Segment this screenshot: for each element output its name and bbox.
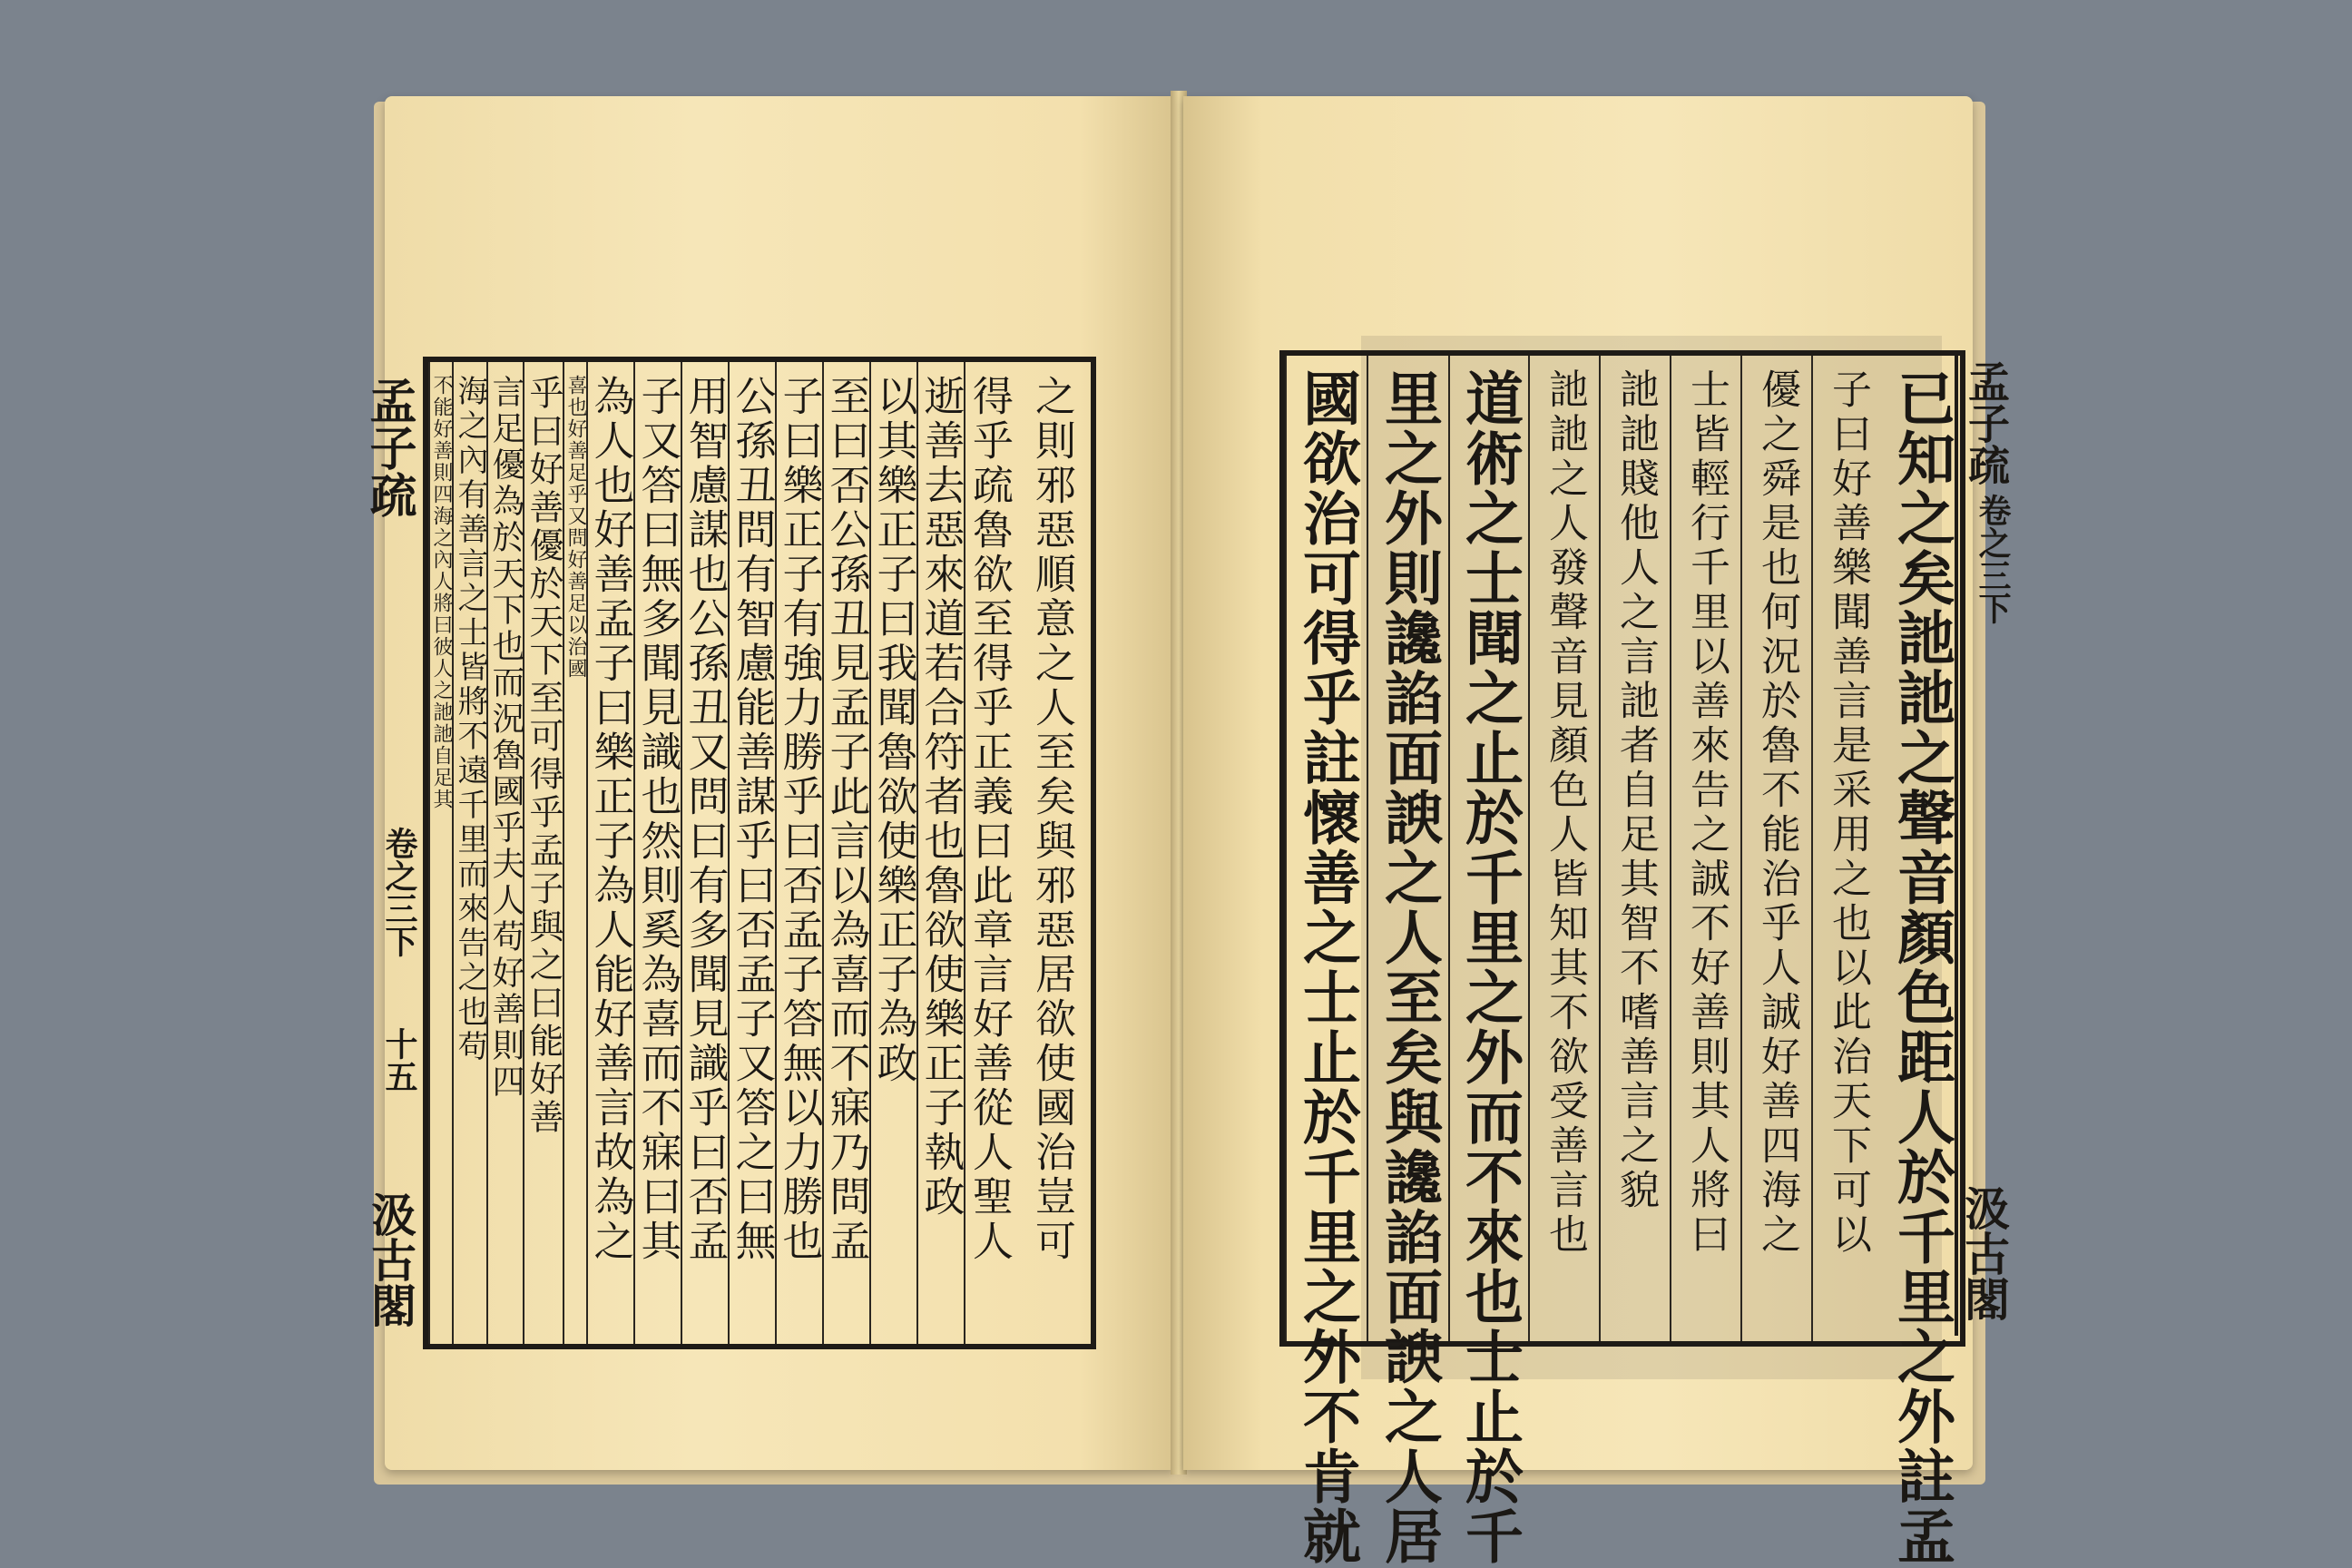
- text-column: 之則邪惡順意之人至矣與邪惡居欲使國治豈可: [1028, 375, 1076, 1264]
- left-text-frame: [423, 357, 1096, 1349]
- left-margin-publisher: 汲古閣: [364, 1191, 417, 1328]
- text-column: 海之內有善言之士皆將不遠千里而來告之也苟: [452, 362, 486, 1344]
- text-column: 至曰否公孫丑見孟子此言以為喜而不寐乃問孟: [822, 362, 869, 1344]
- text-column: 以其樂正子曰我聞魯欲使樂正子為政: [869, 362, 916, 1344]
- text-column: 言足優為於天下也而況魯國乎夫人苟好善則四: [486, 362, 523, 1344]
- text-column: 優之舜是也何況於魯不能治乎人誠好善四海之: [1740, 356, 1811, 1341]
- text-column: 得乎疏魯欲至得乎正義曰此章言好善從人聖人: [964, 362, 1014, 1344]
- left-page-margin-strip: [363, 357, 426, 1338]
- text-column: 子又答曰無多聞見識也然則奚為喜而不寐曰其: [633, 362, 681, 1344]
- right-margin-title: 孟子疏: [1962, 360, 2011, 485]
- text-column: 乎曰好善優於天下至可得乎孟子與之曰能好善: [523, 362, 563, 1344]
- left-margin-title: 孟子疏: [361, 377, 416, 518]
- right-margin-publisher: 汲古閣: [1957, 1185, 2011, 1321]
- text-column: 公孫丑問有智慮能善謀乎曰否孟子又答之曰無: [728, 362, 775, 1344]
- text-column: 逝善去惡來道若合符者也魯欲使樂正子執政: [916, 362, 964, 1344]
- text-column: 訑訑賤他人之言訑者自足其智不嗜善言之貌: [1599, 356, 1670, 1341]
- text-column: 子曰樂正子有強力勝乎曰否孟子答無以力勝也: [775, 362, 822, 1344]
- right-margin-volume: 卷之三下: [1974, 494, 2012, 624]
- text-column: 道術之士聞之止於千里之外而不來也士止於千: [1448, 356, 1528, 1341]
- text-column: 國欲治可得乎註懷善之士止於千里之外不肯就: [1285, 356, 1367, 1341]
- text-column: 訑訑之人發聲音見顏色人皆知其不欲受善言也: [1528, 356, 1599, 1341]
- text-column: 子曰好善樂聞善言是采用之也以此治天下可以: [1811, 356, 1882, 1341]
- text-column: 不能好善則四海之內人將曰彼人之訑訑自足其: [428, 362, 452, 1344]
- left-margin-volume: 卷之三下: [380, 827, 418, 957]
- right-text-frame: [1279, 350, 1965, 1566]
- left-margin-folio: 十五: [380, 1027, 418, 1093]
- text-column: 為人也好善孟子曰樂正子為人能好善言故為之: [586, 362, 633, 1344]
- text-column: 士皆輕行千里以善來告之誠不好善則其人將曰: [1670, 356, 1740, 1341]
- text-column: 用智慮謀也公孫丑又問曰有多聞見識乎曰否孟: [681, 362, 728, 1344]
- text-column: 里之外則讒諂面諛之人至矣與讒諂面諛之人居: [1367, 356, 1448, 1341]
- text-column: 喜也好善足乎又問好善足以治國: [563, 362, 586, 1344]
- text-column: 已知之矣訑訑之聲音顏色距人於千里之外註孟: [1887, 368, 1955, 1566]
